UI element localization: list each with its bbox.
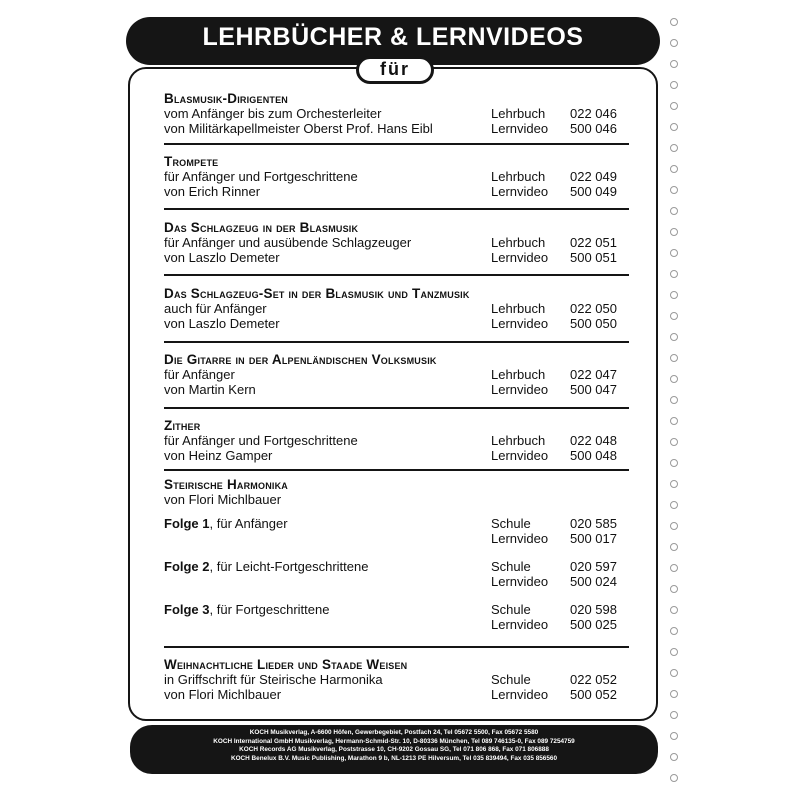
entry-row [164,236,629,251]
binding-hole [670,648,678,656]
binding-hole [670,207,678,215]
binding-hole [670,396,678,404]
binding-hole [670,60,678,68]
section-zither [164,417,629,463]
binding-hole [670,711,678,719]
entry-row [164,618,629,633]
binding-hole [670,690,678,698]
entry-row [164,532,629,547]
entry-number: 022 047 [570,367,617,382]
entry-number: 500 046 [570,120,617,136]
section-gitarre [164,351,629,397]
binding-hole [670,564,678,572]
section-title: Steirische Harmonika [164,477,289,492]
entry-number: 500 049 [570,183,617,199]
binding-hole [670,669,678,677]
entry-type: Lernvideo [491,573,549,589]
entry-type: Schule [491,672,531,687]
entry-description: von Erich Rinner [164,183,261,199]
section-divider [164,469,629,471]
entry-number: 500 050 [570,315,617,331]
entry-type: Schule [491,602,531,617]
entry-type: Lernvideo [491,120,549,136]
section-title: Weihnachtliche Lieder und Staade Weisen [164,657,408,672]
entry-number: 500 024 [570,573,617,589]
section-title: Die Gitarre in der Alpenländischen Volksmusik [164,352,437,367]
entry-row [164,122,629,137]
entry-description: von Heinz Gamper [164,447,273,463]
entry-type: Lernvideo [491,686,549,702]
author-row [164,493,629,508]
binding-hole [670,123,678,131]
folge-1 [164,517,629,546]
folge-label: Folge 1 [164,516,210,531]
entry-row [164,383,629,398]
section-title: Das Schlagzeug-Set in der Blasmusik und Tanzmusik [164,286,470,301]
binding-hole [670,774,678,782]
folge-2 [164,560,629,589]
entry-type: Lehrbuch [491,169,546,184]
binding-hole [670,291,678,299]
entry-number: 022 049 [570,169,617,184]
section-title: Das Schlagzeug in der Blasmusik [164,220,359,235]
entry-row [164,688,629,703]
entry-number: 020 585 [570,516,617,531]
author-text: von Flori Michlbauer [164,492,282,507]
entry-description: von Laszlo Demeter [164,249,280,265]
binding-hole [670,81,678,89]
entry-number: 022 051 [570,235,617,250]
binding-hole [670,480,678,488]
section-weihnachtliche-lieder [164,656,629,702]
entry-row [164,434,629,449]
footer-line: KOCH Benelux B.V. Music Publishing, Marathon 9 b, NL-1213 PE Hilversum, Tel 035 839494, Fax 035 856560 [230,754,558,762]
entry-type: Schule [491,516,531,531]
section-steirische-harmonika [164,476,629,508]
entry-type: Lernvideo [491,447,549,463]
entry-type: Lernvideo [491,530,549,546]
binding-hole [670,102,678,110]
entry-description: auch für Anfänger [164,301,267,316]
binding-hole [670,312,678,320]
entry-type: Lernvideo [491,381,549,397]
entry-number: 500 051 [570,249,617,265]
binding-hole [670,459,678,467]
entry-description: vom Anfänger bis zum Orchesterleiter [164,106,382,121]
section-schlagzeug [164,219,629,265]
entry-row [164,575,629,590]
folge-suffix: , für Anfänger [209,516,288,531]
entry-row [164,107,629,122]
binding-hole [670,606,678,614]
entry-type: Lernvideo [491,249,549,265]
folge-description [164,603,329,618]
entry-description: von Flori Michlbauer [164,686,282,702]
entry-description: für Anfänger [164,367,235,382]
folge-description [164,560,368,575]
entry-row [164,185,629,200]
entry-row [164,449,629,464]
entry-type: Lernvideo [491,616,549,632]
entry-row [164,603,629,618]
entry-row [164,302,629,317]
section-title: Trompete [164,154,219,169]
footer-line: KOCH International GmbH Musikverlag, Hermann-Schmid-Str. 10, D-80336 München, Tel 089 746135-0, Fax 089 7254759 [213,737,575,745]
page-title: LEHRBÜCHER & LERNVIDEOS [202,23,584,51]
binding-hole [670,165,678,173]
entry-number: 020 597 [570,559,617,574]
binding-hole [670,228,678,236]
binding-hole [670,417,678,425]
entry-description: von Militärkapellmeister Oberst Prof. Hans Eibl [164,120,433,136]
entry-number: 022 048 [570,433,617,448]
folge-suffix: , für Fortgeschrittene [209,602,330,617]
section-title: Blasmusik-Dirigenten [164,91,288,106]
section-divider [164,143,629,145]
binding-hole [670,18,678,26]
binding-hole [670,375,678,383]
entry-row [164,517,629,532]
entry-description: von Laszlo Demeter [164,315,280,331]
section-title: Zither [164,418,201,433]
binding-hole [670,438,678,446]
entry-type: Lehrbuch [491,235,546,250]
entry-type: Lernvideo [491,183,549,199]
binding-hole [670,270,678,278]
binding-hole [670,186,678,194]
binding-hole [670,39,678,47]
entry-row [164,560,629,575]
entry-description: für Anfänger und Fortgeschrittene [164,169,358,184]
binding-hole [670,627,678,635]
binding-hole [670,732,678,740]
entry-number: 022 050 [570,301,617,316]
folge-label: Folge 2 [164,559,210,574]
binding-hole [670,333,678,341]
entry-row [164,317,629,332]
publisher-footer [130,725,658,774]
binding-hole [670,543,678,551]
section-divider [164,274,629,276]
folge-description [164,517,288,532]
binding-hole [670,585,678,593]
entry-type: Schule [491,559,531,574]
entry-description: in Griffschrift für Steirische Harmonika [164,672,383,687]
binding-hole [670,249,678,257]
entry-row [164,251,629,266]
entry-description: für Anfänger und ausübende Schlagzeuger [164,235,412,250]
section-divider [164,341,629,343]
folge-3 [164,603,629,632]
section-divider [164,407,629,409]
binding-hole [670,753,678,761]
entry-number: 500 047 [570,381,617,397]
section-divider [164,646,629,648]
entry-row [164,368,629,383]
binding-hole [670,501,678,509]
section-trompete [164,153,629,199]
binding-hole [670,522,678,530]
folge-suffix: , für Leicht-Fortgeschrittene [209,559,369,574]
entry-number: 500 052 [570,686,617,702]
entry-type: Lehrbuch [491,367,546,382]
subtitle-badge: für [356,56,434,84]
section-schlagzeug-set [164,285,629,331]
entry-number: 500 017 [570,530,617,546]
entry-type: Lernvideo [491,315,549,331]
entry-number: 020 598 [570,602,617,617]
entry-number: 022 046 [570,106,617,121]
entry-type: Lehrbuch [491,301,546,316]
entry-row [164,673,629,688]
entry-row [164,170,629,185]
entry-number: 500 025 [570,616,617,632]
section-blasmusik-dirigenten [164,90,629,136]
folge-label: Folge 3 [164,602,210,617]
entry-description: von Martin Kern [164,381,256,397]
entry-description: für Anfänger und Fortgeschrittene [164,433,358,448]
entry-type: Lehrbuch [491,433,546,448]
entry-type: Lehrbuch [491,106,546,121]
entry-number: 022 052 [570,672,617,687]
footer-line: KOCH Records AG Musikverlag, Poststrasse 10, CH-9202 Gossau SG, Tel 071 806 868, Fax 071 806888 [239,746,549,754]
binding-hole [670,354,678,362]
section-divider [164,208,629,210]
footer-line: KOCH Musikverlag, A-6600 Höfen, Gewerbegebiet, Postfach 24, Tel 05672 5500, Fax 05672 5580 [249,729,539,736]
entry-number: 500 048 [570,447,617,463]
binding-hole [670,144,678,152]
